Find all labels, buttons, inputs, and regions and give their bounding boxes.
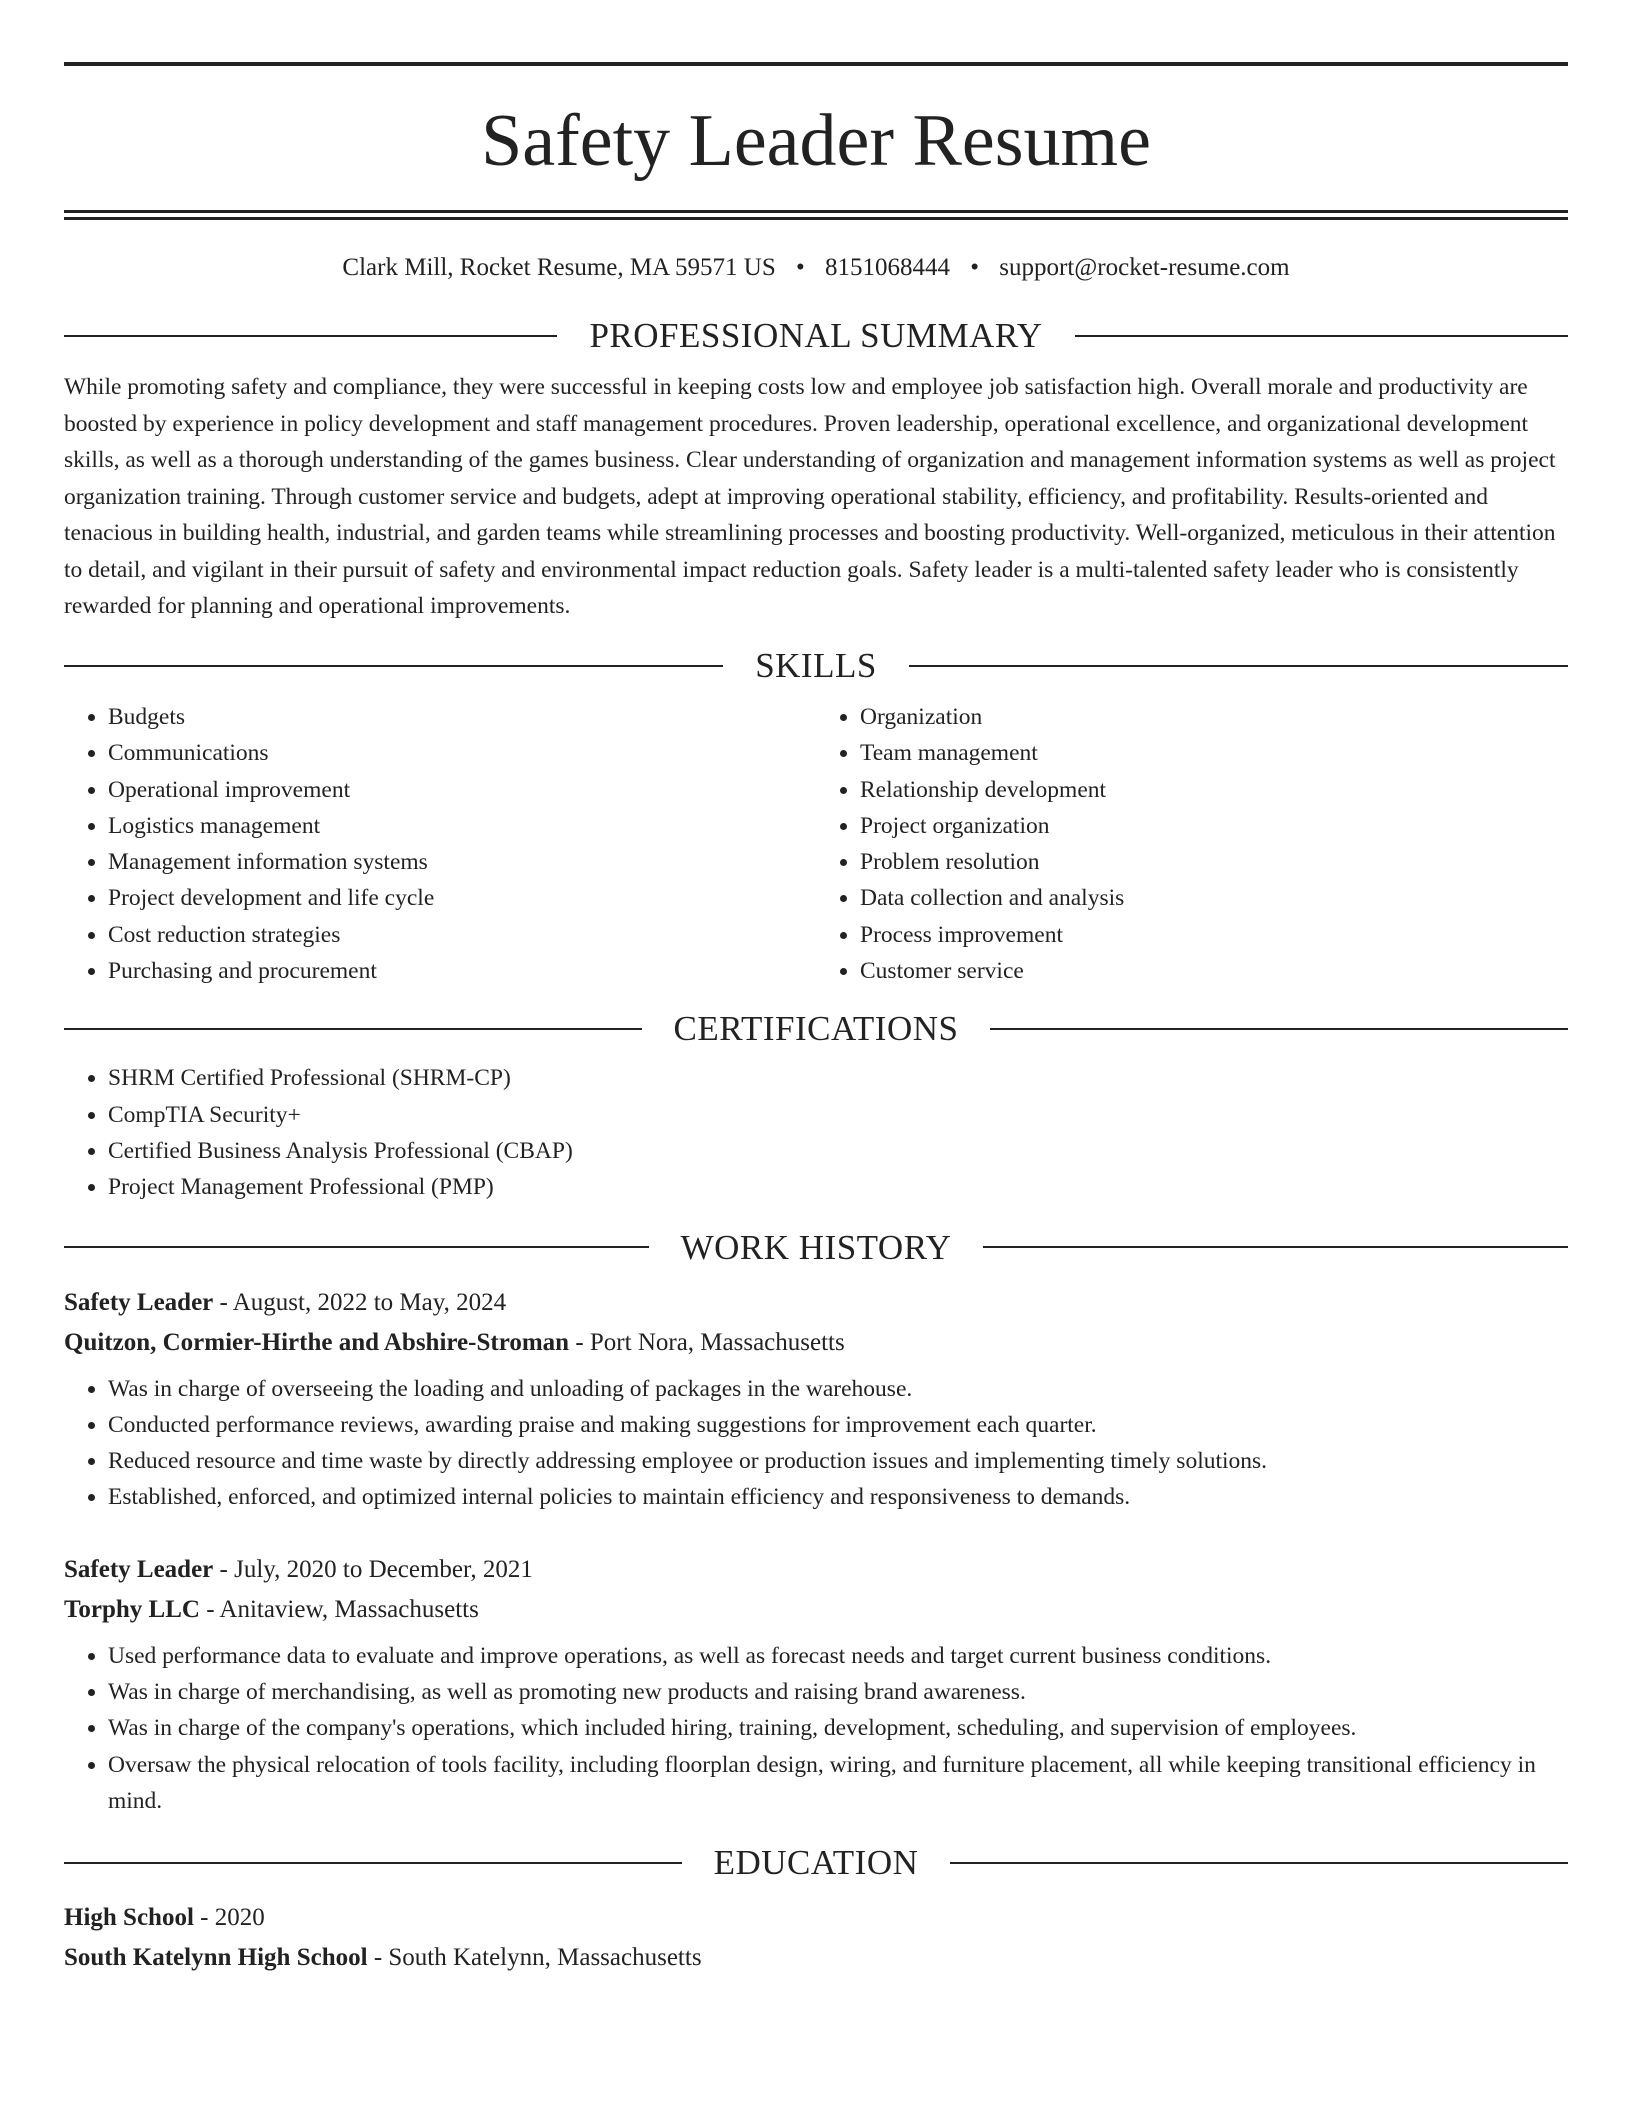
summary-paragraph: While promoting safety and compliance, they were successful in keeping costs low and employee job satisfaction high. Overall morale and productivity are boosted by experience in policy development and staff management procedures. Proven leadership, operational excellence, and organizational development skills, as well as a thorough understanding of the games business. Clear understanding of organization and management information systems as well as project organization training. Through customer service and budgets, adept at improving operational stability, efficiency, and profitability. Results-oriented and tenacious in building health, industrial, and garden teams while streamlining processes and boosting productivity. Well-organized, meticulous in their attention to detail, and vigilant in their pursuit of safety and environmental impact reduction goals. Safety leader is a multi-talented safety leader who is consistently rewarded for planning and operational improvements. [64,374,1556,619]
section-heading-certifications [64,1009,1568,1049]
job-bullet: • Reduced resource and time waste by directly addressing employee or production issues and implementing timely solutions. [108,1443,1568,1479]
job-title: Safety Leader [64,1555,214,1583]
skill-item: • Cost reduction strategies [108,917,816,953]
skills-list-left [64,699,816,989]
contact-email: support@rocket-resume.com [999,254,1290,281]
heading-rule [983,1246,1568,1248]
skill-item: • Process improvement [860,917,1568,953]
title-double-rule [64,210,1568,220]
job-bullet: • Was in charge of merchandising, as well as promoting new products and raising brand awareness. [108,1674,1568,1710]
contact-address: Clark Mill, Rocket Resume, MA 59571 US [342,254,776,281]
skill-item: • Relationship development [860,772,1568,808]
job-company-line [64,1590,1568,1630]
section-heading-work [64,1227,1568,1267]
contact-line [64,254,1568,282]
skill-item: • Organization [860,699,1568,735]
job-company: Quitzon, Cormier-Hirthe and Abshire-Stroman [64,1328,570,1356]
job-bullets [64,1371,1568,1516]
heading-rule [64,1862,682,1864]
job-bullets [64,1638,1568,1819]
heading-rule [64,1028,642,1030]
job-location: - Port Nora, Massachusetts [569,1328,845,1356]
job-title: Safety Leader [64,1288,214,1316]
section-heading-education [64,1843,1568,1883]
job-bullet: • Established, enforced, and optimized internal policies to maintain efficiency and responsiveness to demands. [108,1479,1568,1515]
skill-item: • Customer service [860,953,1568,989]
skill-item: • Team management [860,735,1568,771]
work-history [64,1283,1568,1820]
job-entry [64,1550,1568,1819]
job-company-line [64,1323,1568,1363]
section-title: EDUCATION [713,1843,919,1883]
job-company: Torphy LLC [64,1595,200,1623]
job-dates: - July, 2020 to December, 2021 [213,1555,533,1583]
section-heading-summary [64,318,1568,353]
education-location: - South Katelynn, Massachusetts [367,1944,702,1972]
section-title: WORK HISTORY [680,1227,952,1267]
skill-item: • Project development and life cycle [108,880,816,916]
education-school-line [64,1938,1568,1978]
job-bullet: • Used performance data to evaluate and improve operations, as well as forecast needs and target current business conditions. [108,1638,1568,1674]
job-bullet: • Conducted performance reviews, awarding praise and making suggestions for improvement each quarter. [108,1407,1568,1443]
skills-columns [64,699,1568,989]
certification-item: • CompTIA Security+ [108,1097,1568,1133]
job-bullet: • Oversaw the physical relocation of tools facility, including floorplan design, wiring, and furniture placement, all while keeping transitional efficiency in mind. [108,1747,1568,1820]
job-bullet: • Was in charge of overseeing the loading and unloading of packages in the warehouse. [108,1371,1568,1407]
certification-item: • Project Management Professional (PMP) [108,1169,1568,1205]
education-entry [64,1898,1568,1978]
section-heading-skills [64,648,1568,683]
job-bullet: • Was in charge of the company's operations, which included hiring, training, development, scheduling, and supervision of employees. [108,1710,1568,1746]
section-title: SKILLS [755,646,877,685]
education-school: South Katelynn High School [64,1944,368,1972]
resume-title: Safety Leader Resume [481,100,1151,182]
certification-item: • Certified Business Analysis Professional (CBAP) [108,1133,1568,1169]
job-dates: - August, 2022 to May, 2024 [213,1288,507,1316]
education-degree-line [64,1898,1568,1938]
contact-separator: • [796,254,805,281]
section-title: PROFESSIONAL SUMMARY [589,316,1043,355]
top-rule [64,62,1568,66]
skill-item: • Purchasing and procurement [108,953,816,989]
heading-rule [990,1028,1568,1030]
job-entry [64,1283,1568,1516]
skill-item: • Management information systems [108,844,816,880]
heading-rule [909,665,1568,667]
job-location: - Anitaview, Massachusetts [199,1595,479,1623]
education-degree: High School [64,1904,194,1932]
heading-rule [64,1246,649,1248]
skill-item: • Operational improvement [108,772,816,808]
skill-item: • Problem resolution [860,844,1568,880]
heading-rule [64,335,557,337]
skill-item: • Data collection and analysis [860,880,1568,916]
skills-list-right [816,699,1568,989]
certification-item: • SHRM Certified Professional (SHRM-CP) [108,1060,1568,1096]
resume-page [64,0,1568,1978]
certifications-list [64,1060,1568,1205]
contact-separator: • [970,254,980,281]
job-title-line [64,1283,1568,1323]
heading-rule [64,665,723,667]
job-title-line [64,1550,1568,1590]
section-title: CERTIFICATIONS [673,1009,959,1049]
skill-item: • Logistics management [108,808,816,844]
contact-phone: 8151068444 [825,254,951,281]
skill-item: • Project organization [860,808,1568,844]
heading-rule [1075,335,1568,337]
education-year: - 2020 [193,1904,265,1932]
skill-item: • Budgets [108,699,816,735]
heading-rule [950,1862,1568,1864]
skill-item: • Communications [108,735,816,771]
